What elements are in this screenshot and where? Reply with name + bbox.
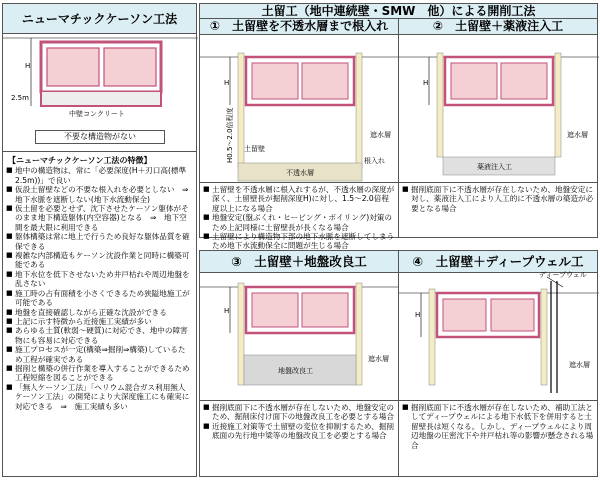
method3-note-list	[203, 403, 395, 441]
method3-diagram	[200, 273, 400, 401]
method2-grout-label: 薬液注入工	[477, 163, 512, 171]
method4-note-item: ■ 掘削底面下に不透水層が存在しないため、補助工法としてディープウェルによる地下水低下を併用すると土留壁長は短くなる。しかし、ディープウェルにより周辺地盤の圧密沈下や井戸枯れ等の影響が懸念される場合	[402, 403, 594, 450]
method2-water-label: 遮水層	[567, 131, 588, 139]
retaining-group-title: 土留工（地中連続壁・SMW 他）による開削工法	[199, 3, 598, 19]
caisson-feature-item: ■ 上記に示す特徴から近接施工実績が多い	[6, 317, 193, 326]
working-chamber	[41, 92, 161, 106]
method1-title: ① 土留壁を不透水層まで根入れ	[200, 19, 398, 35]
method1-panel	[199, 18, 399, 251]
method2-note-item: ■ 掘削底面下に不透水層が存在しないため、地盤安定に対し、薬液注入工により人工的に不透水層の築造が必要となる場合	[402, 185, 594, 213]
method4-title: ④ 土留壁＋ディープウェル工	[399, 251, 597, 273]
method3-depth-label: H	[224, 307, 230, 315]
method1-diagram	[200, 35, 400, 183]
caisson-cell-right	[104, 48, 156, 86]
caisson-note: 不要な構造物がない	[35, 130, 165, 144]
caisson-feature-item: ■ 地下水位を低下させないため井戸枯れや周辺地盤を乱さない	[6, 270, 193, 289]
retaining-wall-right	[356, 53, 362, 169]
method2-panel	[398, 18, 598, 238]
caisson-features-title: 【ニューマチックケーソン工法の特徴】	[8, 156, 152, 165]
method3-title: ③ 土留壁＋地盤改良工	[200, 251, 398, 273]
caisson-feature-item: ■ 「無人ケーソン工法」「ヘリウム混合ガス利用無人ケーソン工法」の開発により大深度施工にも確実に対応できる ⇒ 施工実績も多い	[6, 383, 193, 411]
method4-notes	[399, 401, 597, 476]
method2-diagram	[399, 35, 599, 183]
method2-title: ② 土留壁＋薬液注入工	[399, 19, 597, 35]
method1-figure	[200, 35, 398, 183]
method1-wall-label: 根入れ	[364, 157, 385, 165]
method1-notes	[200, 183, 398, 251]
caisson-edge-label: 2.5m	[11, 94, 29, 102]
method3-figure	[200, 273, 398, 401]
method2-notes	[399, 183, 597, 237]
method1-note-list	[203, 185, 395, 251]
method3-notes	[200, 401, 398, 476]
method3-water-label: 遮水層	[368, 355, 389, 363]
method1-note-item: ■ 地盤安定(盤ぶくれ・ヒービング・ボイリング)対策のため上記同様に土留壁長が長くなる場合	[203, 213, 395, 232]
method4-depth-label: H	[415, 311, 421, 319]
method1-note-item: ■ 土留壁を不透水層に根入れするが、不透水層の深度が深く、土留壁長が掘削深度H)に対し、1.5～2.0倍程度以上になる場合	[203, 185, 395, 213]
method4-water-label: 遮水層	[569, 361, 590, 369]
method1-water-label: 遮水層	[370, 131, 391, 139]
caisson-feature-item: ■ 躯体構築は常に地上で行うため良好な躯体品質を確保できる	[6, 232, 193, 251]
caisson-concrete-label: 中壁コンクリート	[69, 110, 125, 118]
caisson-panel	[2, 3, 197, 477]
caisson-features	[3, 154, 196, 476]
method3-note-item: ■ 掘削底面下に不透水層が存在しないため、地盤安定のため、掘削床付け面下の地盤改良工を必要とする場合	[203, 403, 395, 422]
caisson-feature-item: ■ 複雑な内部構造もケーソン沈設作業と同時に構築可能である	[6, 251, 193, 270]
method3-improve-label: 地盤改良工	[278, 367, 313, 375]
method1-root-label: H0.5～2.0倍程度	[226, 107, 234, 163]
method1-layer-label: 不透水層	[286, 169, 314, 177]
caisson-feature-item: ■ 掘削と構築の併行作業を導入することができるため工程短縮を図ることができる	[6, 364, 193, 383]
method4-note-list	[402, 403, 594, 450]
caisson-feature-list	[6, 166, 197, 411]
caisson-feature-item: ■ 仮設土留壁などの不要な根入れを必要としない ⇒ 地下水脈を遮断しない(地下水流動保全)	[6, 185, 193, 204]
method1-retain-label: 土留壁	[244, 145, 265, 153]
method4-well-label: ディープウェル	[539, 271, 587, 279]
method1-note-item: ■ 土留壁により構造物下部の地下水脈を遮断してしまうため地下水流動保全に問題が生じる場合	[203, 232, 395, 251]
method4-figure	[399, 273, 597, 401]
caisson-title: ニューマチックケーソン工法	[3, 4, 196, 34]
caisson-feature-item: ■ 仮土留を必要とせず、沈下させたケーソン躯体がそのまま地下構造躯体(内空容器)となる ⇒ 地下空間を最大限に利用できる	[6, 204, 193, 232]
caisson-figure	[3, 34, 196, 152]
method3-panel	[199, 250, 399, 477]
method1-depth-label: H	[224, 79, 230, 87]
caisson-feature-item: ■ あらゆる土質(軟弱～硬質)に対応でき、地中の障害物にも容易に対応できる	[6, 326, 193, 345]
method2-figure	[399, 35, 597, 183]
caisson-feature-item: ■ 地盤を直接確認しながら正確な沈設ができる	[6, 308, 193, 317]
method2-depth-label: H	[423, 79, 429, 87]
method3-note-item: ■ 近接施工対策等で土留壁の変位を抑制するため、掘削底面の先行地中梁等の地盤改良工を必要とする場合	[203, 422, 395, 441]
method4-panel	[398, 250, 598, 477]
method4-diagram	[399, 273, 599, 401]
caisson-depth-label: H	[25, 62, 31, 70]
caisson-cell-left	[47, 48, 99, 86]
caisson-feature-item: ■ 施工時の占有面積を小さくできるため狭隘地施工が可能である	[6, 289, 193, 308]
caisson-feature-item: ■ 施工プロセスが一定(構築⇒掘削⇒構築)しているため工程が確実である	[6, 345, 193, 364]
caisson-feature-item: ■ 地中の構造物は、常に「必要深度(H＋刃口高(標準2.5m))」で良い	[6, 166, 193, 185]
method2-note-list	[402, 185, 594, 213]
